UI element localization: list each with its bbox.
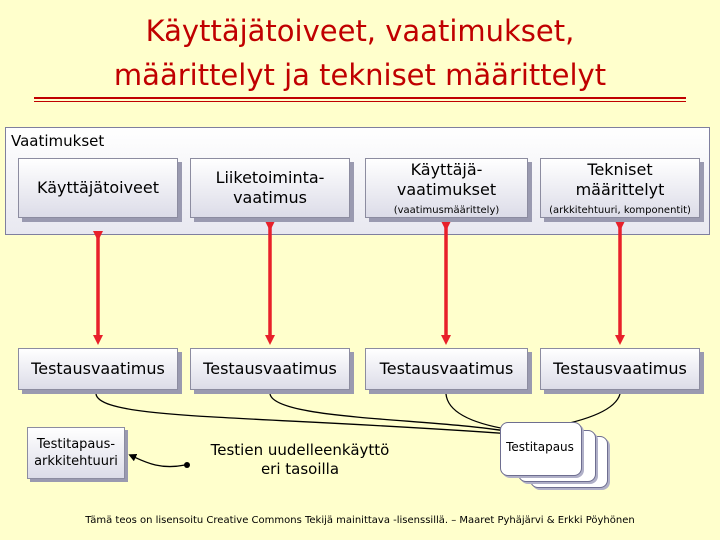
box-user-wishes [18,158,178,218]
license-footer: Tämä teos on lisensoitu Creative Commons Tekijä mainittava -lisenssillä. – Maaret Pyhäjärvi & Erkki Pöyhönen [85,515,635,526]
box-test-requirement-1-label: Testausvaatimus [31,359,165,378]
box-test-requirement-4-label: Testausvaatimus [553,359,687,378]
box-user-requirements [365,158,528,218]
box-user-wishes-label: Käyttäjätoiveet [36,178,160,197]
slide-title-line1: Käyttäjätoiveet, vaatimukset, [145,14,575,48]
box-user-requirements-label: Käyttäjä- vaatimukset [396,159,497,199]
box-test-requirement-3-label: Testausvaatimus [379,359,514,378]
box-test-case-architecture [27,427,125,479]
reuse-connector [132,456,185,467]
test-reuse-text: Testien uudelleenkäyttö eri tasoilla [210,441,390,478]
box-test-case-architecture-label: Testitapaus- arkkitehtuuri [34,437,118,469]
box-business-requirement [190,158,350,218]
box-user-requirements-sub: (vaatimusmäärittely) [393,204,500,216]
box-test-requirement-1 [18,348,178,390]
box-test-requirement-2 [190,348,350,390]
box-technical-specifications-sub: (arkkitehtuuri, komponentit) [549,204,691,216]
reuse-curve-1 [96,394,512,434]
box-technical-specifications [540,158,700,218]
box-test-requirement-3 [365,348,528,390]
box-test-requirement-4 [540,348,700,390]
slide-title-line2: määrittelyt ja tekniset määrittelyt [113,58,607,92]
box-technical-specifications-label: Tekniset määrittelyt [575,159,665,199]
requirements-band-label: Vaatimukset [11,132,105,150]
test-case-label: Testitapaus [506,440,574,454]
box-test-requirement-2-label: Testausvaatimus [203,359,337,378]
box-business-requirement-label: Liiketoiminta- vaatimus [215,168,325,207]
